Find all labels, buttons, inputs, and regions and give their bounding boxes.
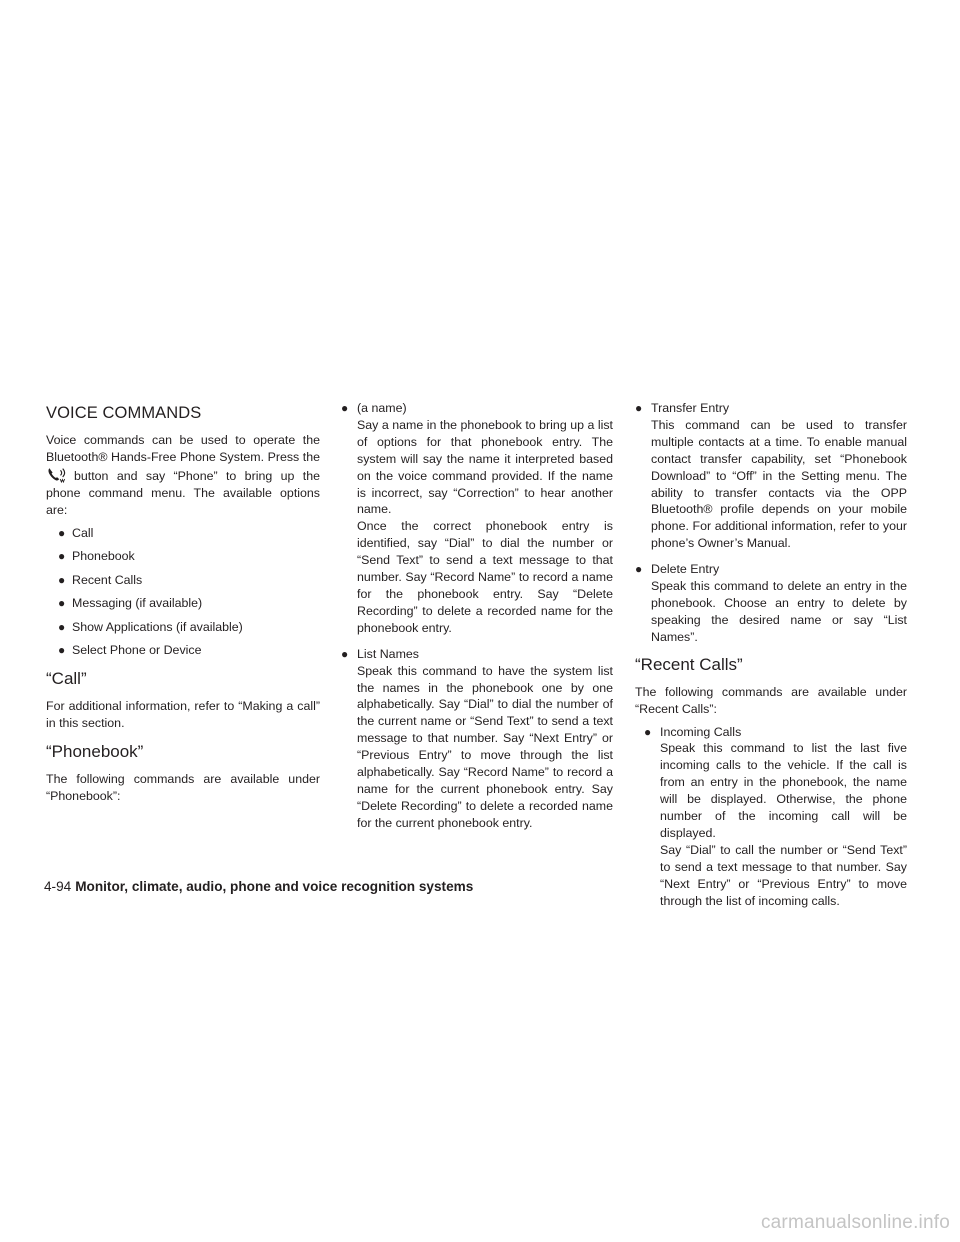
list-item	[46, 595, 320, 612]
voice-commands-intro	[46, 432, 320, 519]
intro-text-1: Voice commands can be used to operate the Bluetooth® Hands-Free Phone System. Press the	[46, 433, 320, 464]
voice-commands-heading: VOICE COMMANDS	[46, 404, 202, 422]
bullet: ●	[58, 643, 66, 658]
list-item	[341, 646, 613, 832]
command-description: Speak this command to delete an entry in the phonebook. Choose an entry to delete by speaking the desired name or say “List Names”.	[651, 579, 907, 644]
recent-calls-heading: “Recent Calls”	[635, 654, 743, 674]
command-description: Say “Dial” to call the number or “Send Text” to send a text message to that number. Say “Next Entry” or “Previous Entry” to move through the list of incoming calls.	[660, 842, 907, 908]
column-2	[341, 400, 613, 841]
bullet: ●	[341, 646, 349, 661]
command-description: Once the correct phonebook entry is identified, say “Dial” to dial the number or “Send Text” to send a text message to that number. Say “Record Name” to record a name for the phonebook entry. Say “Delete Recording” to delete a recorded name for the phonebook entry.	[357, 519, 613, 635]
list-item	[46, 525, 320, 542]
option-label: Recent Calls	[72, 572, 143, 587]
phonebook-commands-list	[341, 400, 613, 832]
command-description: This command can be used to transfer multiple contacts at a time. To enable manual contact transfer capability, set “Phonebook Download” to “Off” in the Setting menu. The ability to transfer contacts via the OPP Bluetooth® profile depends on your mobile phone. For additional information, refer to your phone’s Owner’s Manual.	[651, 417, 907, 551]
bullet: ●	[58, 549, 66, 564]
chapter-title: Monitor, climate, audio, phone and voice recognition systems	[75, 879, 474, 894]
command-term: Incoming Calls	[660, 724, 742, 739]
option-label: Select Phone or Device	[72, 643, 202, 658]
watermark: carmanualsonline.info	[760, 1212, 950, 1233]
command-description: Speak this command to list the last five incoming calls to the vehicle. If the call is from an entry in the phonebook, the name will be displayed. Otherwise, the phone number of the incoming call will be displayed.	[660, 741, 907, 840]
bullet: ●	[58, 596, 66, 611]
bullet: ●	[341, 401, 349, 415]
command-description: Speak this command to have the system list the names in the phonebook one by one alphabetically. Say “Dial” to dial the number of the current name or “Send Text” to send a text message to that number. Say “Next Entry” or “Previous Entry” to move through the list alphabetically. Say “Record Name” to record a name for the current phonebook entry. Say “Delete Recording” to delete a recorded name for the current phonebook entry.	[357, 663, 613, 830]
recent-calls-text: The following commands are available under “Recent Calls”:	[635, 684, 907, 716]
call-text: For additional information, refer to “Making a call” in this section.	[46, 698, 320, 730]
list-item	[635, 724, 907, 910]
command-term: (a name)	[357, 401, 407, 415]
page-footer	[44, 879, 473, 895]
voice-options-list	[46, 525, 320, 659]
call-heading: “Call”	[46, 668, 87, 688]
phonebook-commands-list-continued	[635, 400, 907, 646]
list-item	[46, 548, 320, 565]
phone-voice-button-icon	[46, 466, 70, 483]
recent-calls-list	[635, 724, 907, 910]
option-label: Call	[72, 525, 94, 540]
phonebook-heading: “Phonebook”	[46, 741, 144, 761]
column-3	[635, 400, 907, 918]
command-term: Delete Entry	[651, 562, 720, 577]
bullet: ●	[635, 562, 643, 577]
bullet: ●	[58, 619, 66, 634]
bullet: ●	[644, 724, 652, 739]
command-description: Say a name in the phonebook to bring up a list of options for that phonebook entry. The system will say the name it interpreted based on the voice command provided. If the name is incorrect, say “Correction” to hear another name.	[357, 417, 613, 517]
option-label: Messaging (if available)	[72, 596, 203, 611]
list-item	[46, 572, 320, 589]
list-item	[46, 619, 320, 636]
bullet: ●	[58, 525, 66, 540]
bullet: ●	[58, 572, 66, 587]
bullet: ●	[635, 401, 643, 415]
command-term: List Names	[357, 646, 419, 661]
list-item	[635, 561, 907, 646]
list-item	[635, 400, 907, 552]
command-term: Transfer Entry	[651, 401, 730, 415]
option-label: Phonebook	[72, 549, 135, 564]
list-item	[341, 400, 613, 637]
column-1	[46, 400, 320, 805]
list-item	[46, 642, 320, 659]
phonebook-text: The following commands are available under “Phonebook”:	[46, 771, 320, 803]
page-number: 4-94	[44, 879, 72, 894]
intro-text-2: button and say “Phone” to bring up the phone command menu. The available options are:	[46, 468, 320, 517]
option-label: Show Applications (if available)	[72, 619, 243, 634]
